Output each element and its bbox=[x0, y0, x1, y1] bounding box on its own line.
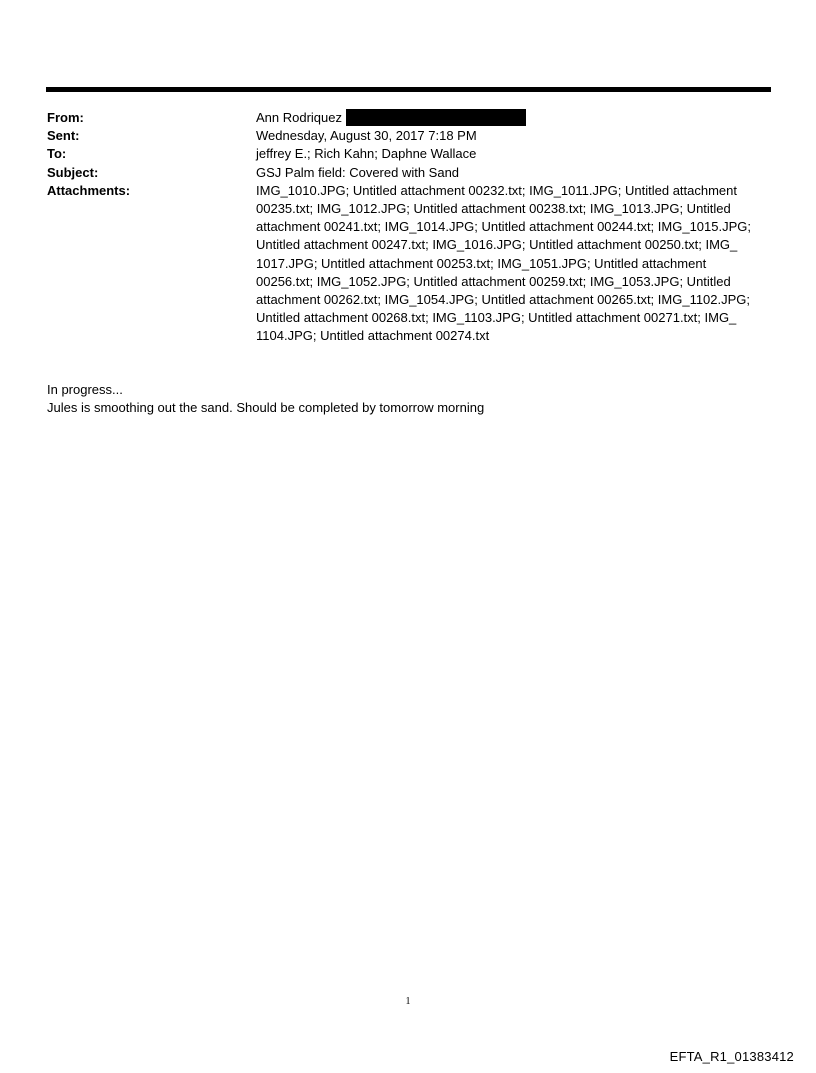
to-value: jeffrey E.; Rich Kahn; Daphne Wallace bbox=[256, 146, 477, 162]
attachments-line: 00235.txt; IMG_1012.JPG; Untitled attachment 00238.txt; IMG_1013.JPG; Untitled bbox=[256, 201, 731, 217]
email-body bbox=[47, 381, 484, 417]
attachments-line: attachment 00241.txt; IMG_1014.JPG; Untitled attachment 00244.txt; IMG_1015.JPG; bbox=[256, 219, 751, 235]
to-row bbox=[47, 145, 767, 163]
subject-value: GSJ Palm field: Covered with Sand bbox=[256, 164, 460, 180]
bates-number: EFTA_R1_01383412 bbox=[669, 1049, 794, 1064]
from-value-container bbox=[256, 109, 767, 127]
attachments-line: 00256.txt; IMG_1052.JPG; Untitled attachment 00259.txt; IMG_1053.JPG; Untitled bbox=[256, 273, 731, 289]
attachments-line: 1017.JPG; Untitled attachment 00253.txt; IMG_1051.JPG; Untitled attachment bbox=[256, 255, 707, 271]
sent-value: Wednesday, August 30, 2017 7:18 PM bbox=[256, 128, 477, 144]
attachments-row bbox=[47, 182, 767, 346]
attachments-line: Untitled attachment 00247.txt; IMG_1016.JPG; Untitled attachment 00250.txt; IMG_ bbox=[256, 237, 738, 253]
from-label: From: bbox=[47, 110, 84, 125]
from-value: Ann Rodriquez bbox=[256, 110, 342, 125]
subject-row bbox=[47, 164, 767, 182]
from-row bbox=[47, 109, 767, 127]
page-number: 1 bbox=[405, 996, 411, 1007]
body-line: In progress... bbox=[47, 382, 123, 397]
body-line: Jules is smoothing out the sand. Should be completed by tomorrow morning bbox=[47, 400, 485, 415]
redaction-block bbox=[346, 109, 526, 126]
sent-row bbox=[47, 127, 767, 145]
sent-label: Sent: bbox=[47, 128, 80, 144]
subject-label: Subject: bbox=[47, 164, 99, 180]
attachments-line: 1104.JPG; Untitled attachment 00274.txt bbox=[256, 328, 490, 344]
email-header bbox=[47, 109, 767, 346]
to-label: To: bbox=[47, 146, 67, 162]
header-divider bbox=[46, 87, 771, 92]
attachments-line: Untitled attachment 00268.txt; IMG_1103.JPG; Untitled attachment 00271.txt; IMG_ bbox=[256, 310, 737, 326]
attachments-line: IMG_1010.JPG; Untitled attachment 00232.txt; IMG_1011.JPG; Untitled attachment bbox=[256, 182, 738, 198]
attachments-line: attachment 00262.txt; IMG_1054.JPG; Untitled attachment 00265.txt; IMG_1102.JPG; bbox=[256, 292, 751, 308]
attachments-list bbox=[256, 182, 767, 346]
attachments-label: Attachments: bbox=[47, 182, 131, 198]
